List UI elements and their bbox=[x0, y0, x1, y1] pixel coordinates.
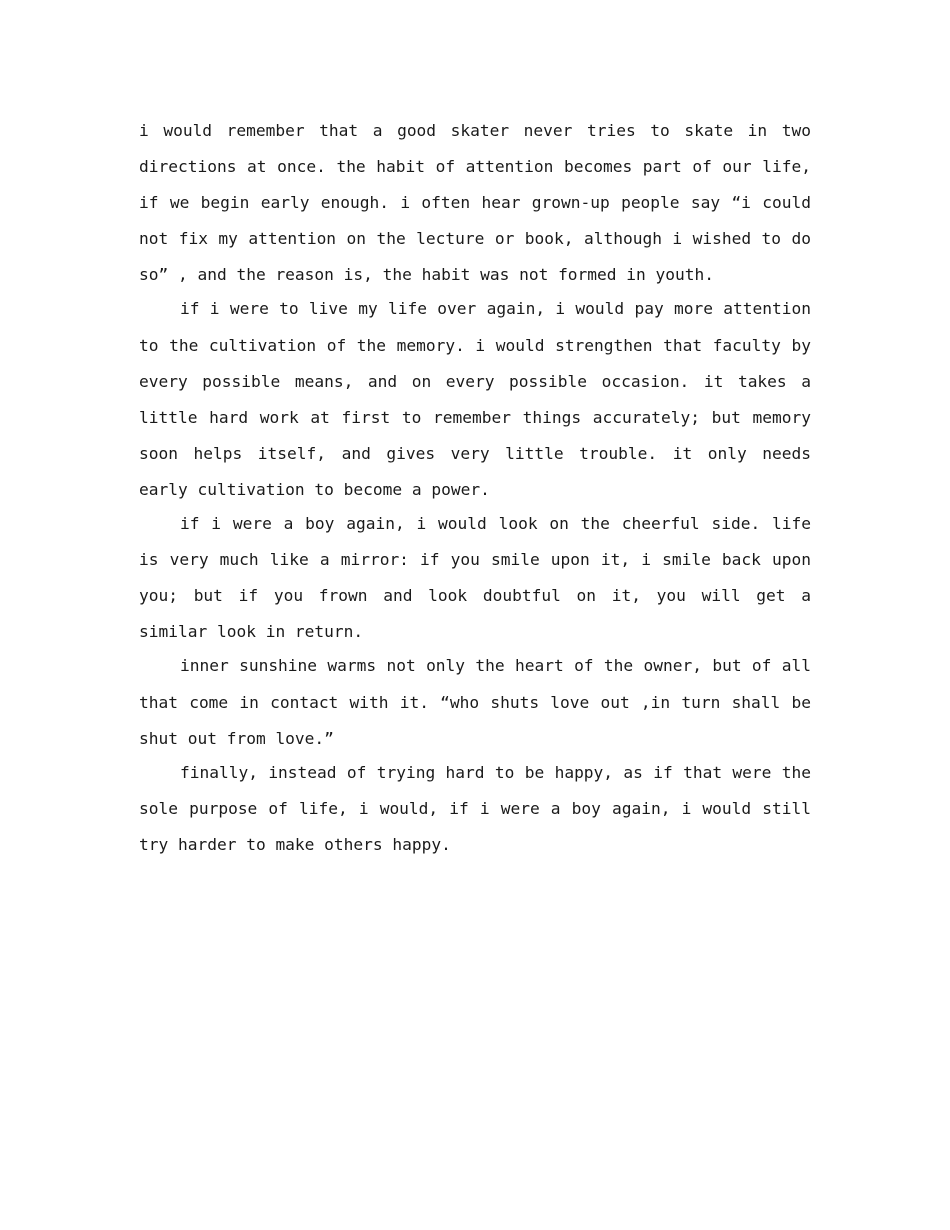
paragraph-inner-sunshine: inner sunshine warms not only the heart of the owner, but of all that come in contact with it. “who shuts love out ,in turn shall be shut out from love.” bbox=[139, 656, 811, 748]
paragraph-attention: i would remember that a good skater never tries to skate in two directions at once. the habit of attention becomes part of our life, if we begin early enough. i often hear grown-up people say “i could not fix my attention on the lecture or book, although i wished to do so” , and the reason is, the habit was not formed in youth. bbox=[139, 121, 811, 285]
paragraph-others-happy: finally, instead of trying hard to be happy, as if that were the sole purpose of life, i would, if i were a boy again, i would still try harder to make others happy. bbox=[139, 762, 811, 854]
document-body bbox=[139, 113, 811, 863]
paragraph-memory: if i were to live my life over again, i would pay more attention to the cultivation of the memory. i would strengthen that faculty by every possible means, and on every possible occasion. it takes a little hard work at first to remember things accurately; but memory soon helps itself, and gives very little trouble. it only needs early cultivation to become a power. bbox=[139, 299, 811, 499]
paragraph-cheerful-side: if i were a boy again, i would look on the cheerful side. life is very much like a mirror: if you smile upon it, i smile back upon you; but if you frown and look doubtful on it, you will get a similar look in return. bbox=[139, 514, 811, 642]
